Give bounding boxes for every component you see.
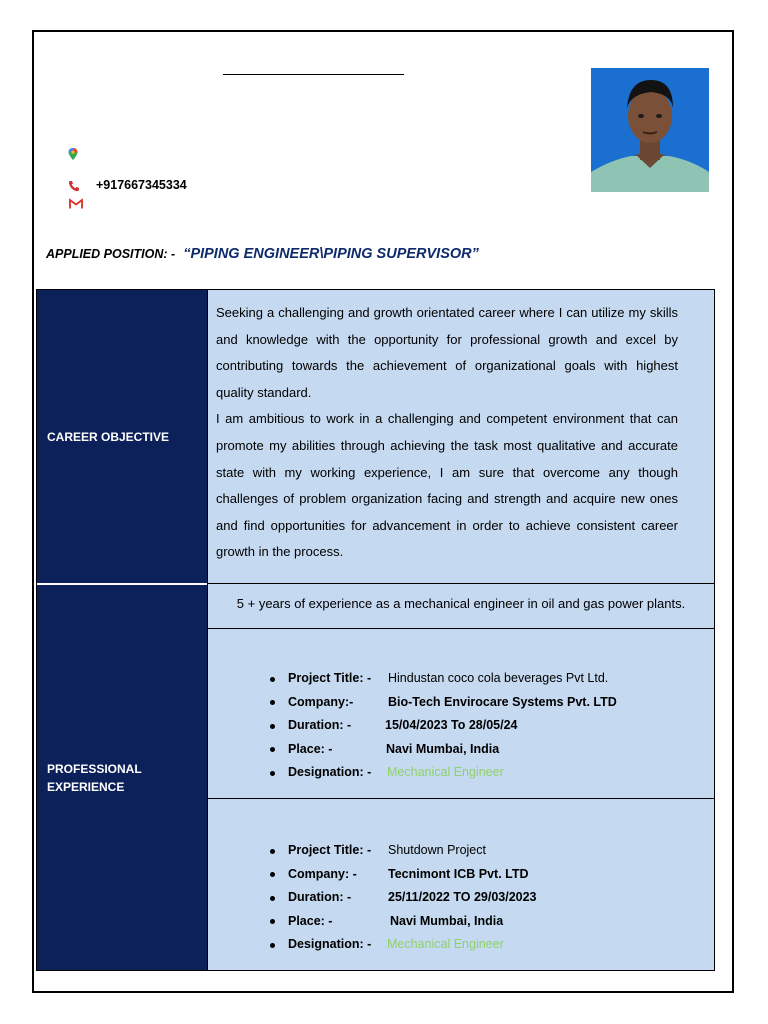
place: Navi Mumbai, India (386, 741, 500, 756)
list-item (288, 863, 537, 887)
gmail-icon (69, 198, 83, 210)
designation: Mechanical Engineer (387, 765, 504, 780)
place-label: Place: - (288, 741, 333, 756)
place-label: Place: - (288, 913, 333, 928)
duration: 25/11/2022 TO 29/03/2023 (388, 890, 537, 905)
name-underline (223, 74, 404, 75)
professional-experience-label (47, 760, 142, 796)
place: Navi Mumbai, India (390, 913, 504, 928)
career-objective-label: CAREER OBJECTIVE (47, 430, 170, 444)
applied-position (46, 246, 479, 262)
career-objective-paragraph-2: I am ambitious to work in a challenging and competent environment that can promote my abilities through achieving the task most qualitative and accurate state with my working experience, I am sure that overcome any though challenges of problem organization facing and strength and acquire new ones and find opportunities for advancement in order to achieve consistent career growth in the process. (216, 411, 678, 560)
company: Tecnimont ICB Pvt. LTD (388, 866, 529, 881)
experience-summary-cell (207, 583, 714, 629)
project-cell-1 (207, 628, 714, 799)
company-label: Company: - (288, 866, 357, 881)
project-list-1 (288, 667, 617, 785)
duration-label: Duration: - (288, 890, 352, 905)
section-label-column (37, 290, 207, 970)
list-item (288, 738, 617, 762)
designation: Mechanical Engineer (387, 937, 504, 952)
section-divider (37, 583, 207, 585)
project-title-label: Project Title: - (288, 843, 372, 857)
list-item (288, 839, 537, 863)
applied-position-value: “PIPING ENGINEER\PIPING SUPERVISOR” (183, 246, 479, 262)
duration-label: Duration: - (288, 718, 352, 733)
professional-experience-label-line1: PROFESSIONAL (47, 762, 142, 776)
experience-summary: 5 + years of experience as a mechanical engineer in oil and gas power plants. (236, 596, 686, 611)
project-title: Shutdown Project (388, 843, 486, 857)
phone-number: +917667345334 (96, 178, 187, 192)
list-item (288, 933, 537, 957)
career-objective-paragraph-1: Seeking a challenging and growth orientated career where I can utilize my skills and knowledge with the opportunity for professional growth and excel by contributing towards the achievement of organizational goals with highest quality standard. (216, 305, 678, 400)
duration: 15/04/2023 To 28/05/24 (385, 718, 518, 733)
list-item (288, 667, 617, 691)
list-item (288, 910, 537, 934)
designation-label: Designation: - (288, 765, 372, 780)
project-cell-2 (207, 798, 714, 970)
applied-position-label: APPLIED POSITION: - (46, 247, 176, 261)
resume-table (36, 289, 715, 971)
profile-photo (591, 68, 709, 192)
list-item (288, 886, 537, 910)
project-title-label: Project Title: - (288, 671, 372, 685)
company-label: Company:- (288, 694, 354, 709)
list-item (288, 714, 617, 738)
list-item (288, 761, 617, 785)
professional-experience-label-line2: EXPERIENCE (47, 780, 125, 794)
phone-icon (68, 180, 80, 192)
career-objective-cell (207, 290, 714, 584)
company: Bio-Tech Envirocare Systems Pvt. LTD (388, 694, 617, 709)
project-list-2 (288, 839, 537, 957)
location-icon (68, 148, 78, 160)
designation-label: Designation: - (288, 937, 372, 952)
career-objective-text (208, 290, 714, 566)
list-item (288, 691, 617, 715)
project-title: Hindustan coco cola beverages Pvt Ltd. (388, 671, 609, 685)
